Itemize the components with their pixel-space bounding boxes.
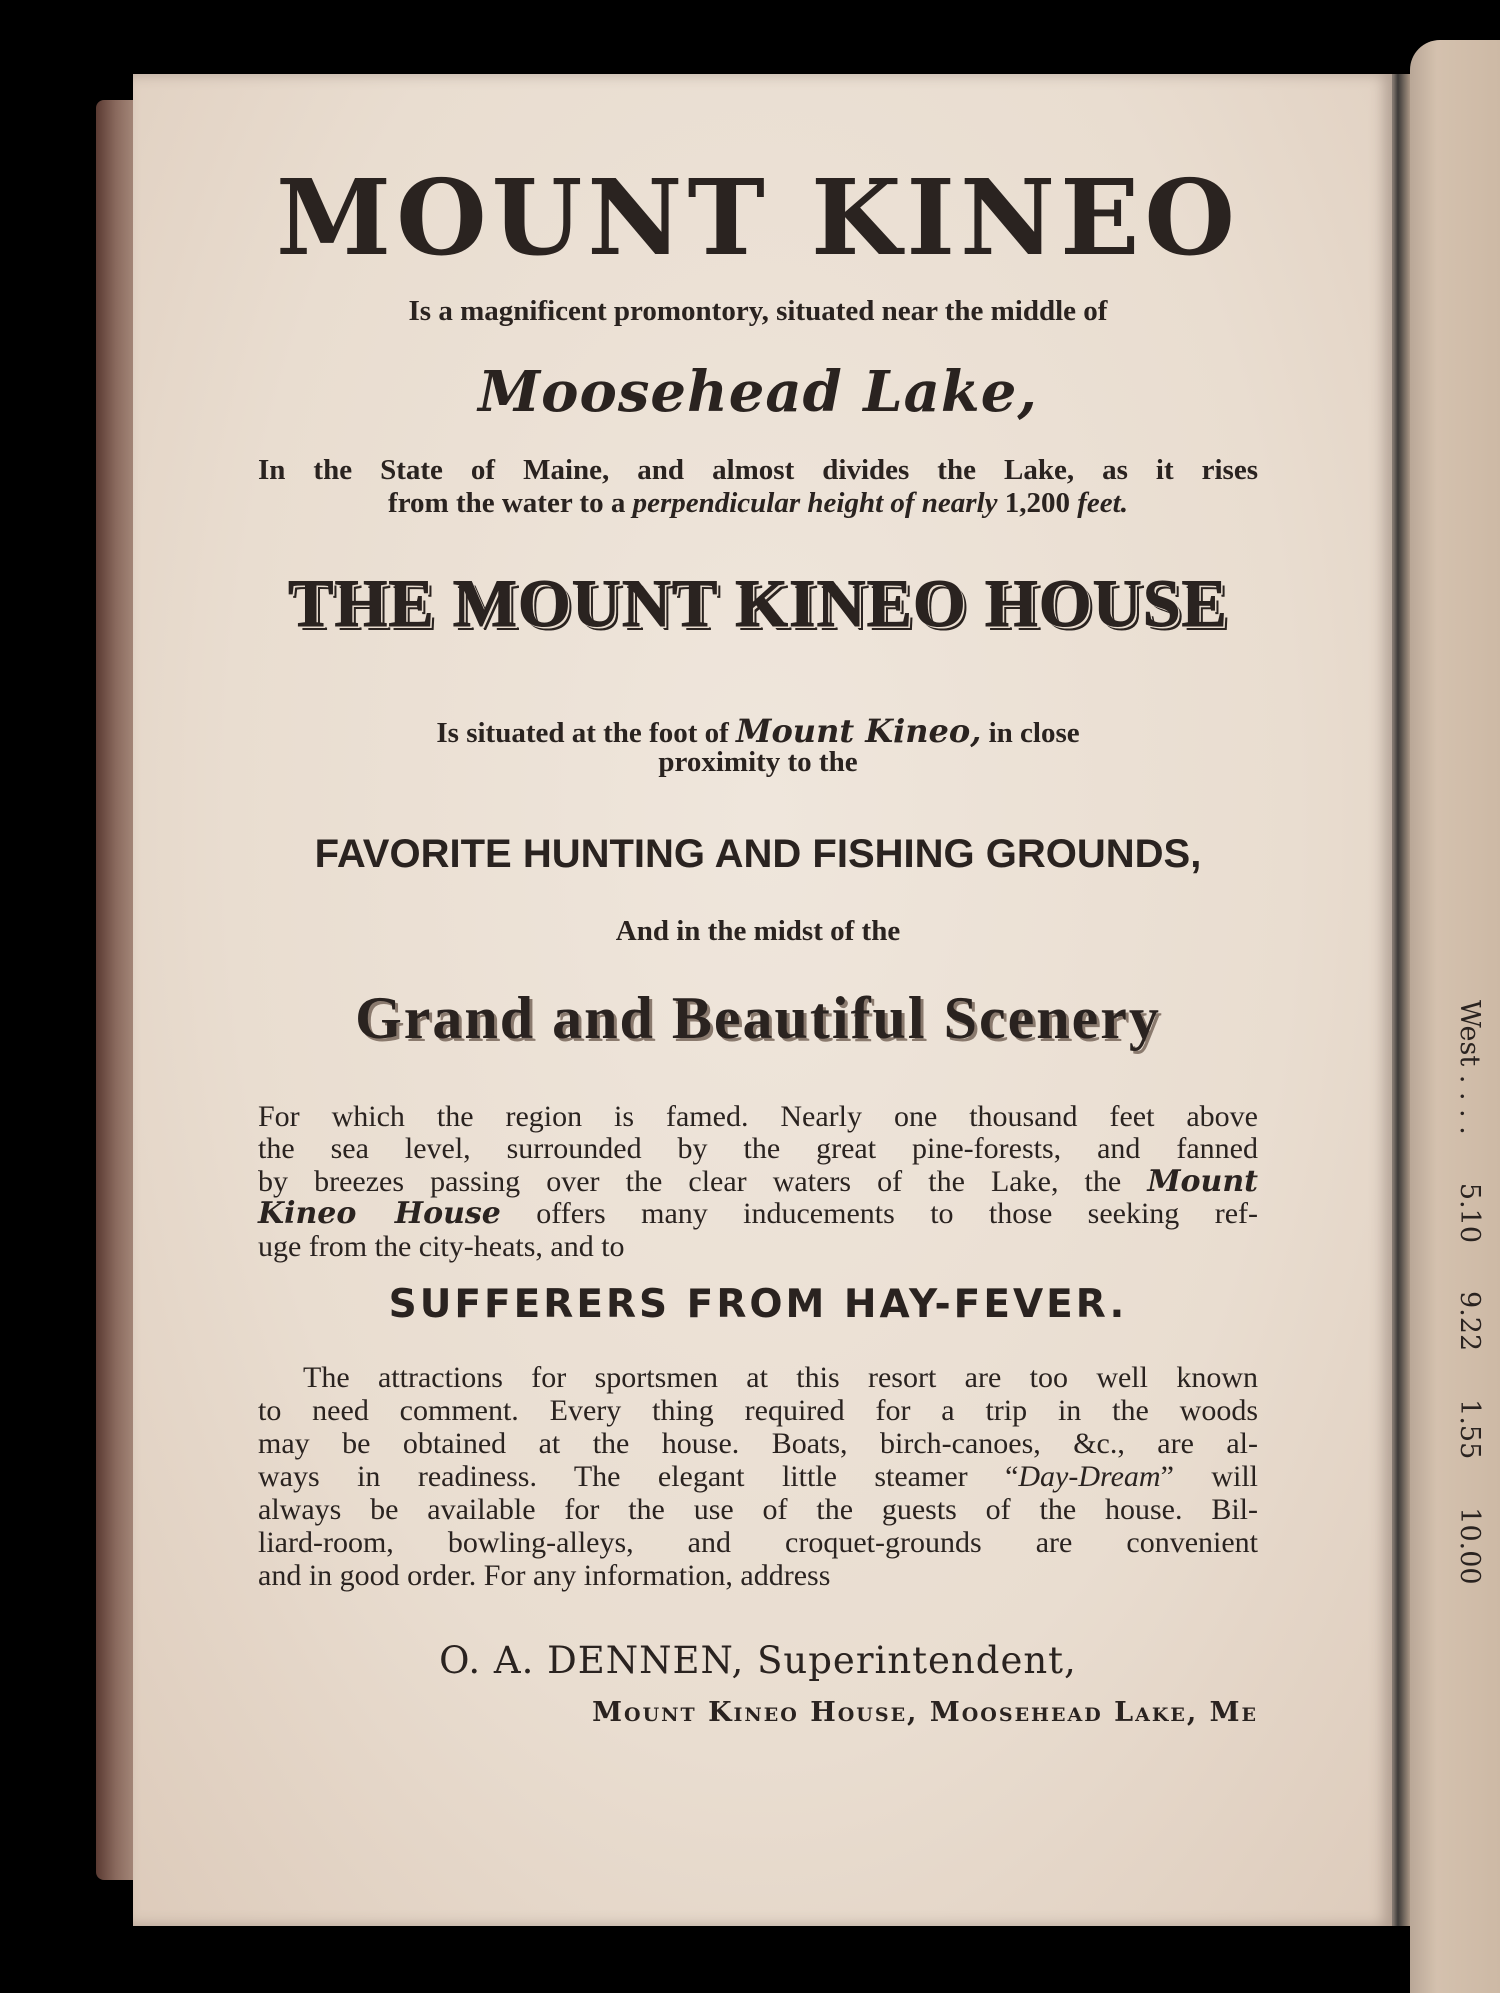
para2-line: always be available for the use of the guests of the house. Bil-	[258, 1493, 1258, 1526]
para2-line: may be obtained at the house. Boats, birch-canoes, &c., are al-	[258, 1427, 1258, 1460]
text: ” will	[1160, 1460, 1258, 1493]
timetable-value: 9.22	[1454, 1291, 1485, 1352]
timetable-value: 5.10	[1454, 1182, 1485, 1244]
text: 1,200	[997, 487, 1078, 519]
text: Is situated at the foot of	[436, 717, 737, 749]
text: offers many inducements to those seeking ref-	[536, 1197, 1258, 1230]
para2-line	[258, 1460, 1258, 1494]
para1-line	[258, 1196, 1258, 1231]
text: by breezes passing over the clear waters of the Lake, the	[258, 1165, 1122, 1198]
lake-heading: Moosehead Lake,	[478, 359, 1038, 425]
para2-line: The attractions for sportsmen at this resort are too well known	[303, 1361, 1258, 1394]
italic-text: feet.	[1077, 487, 1128, 519]
timetable-label: West . . . .	[1454, 1000, 1485, 1135]
advertisement-page	[133, 74, 1392, 1926]
para1-line: uge from the city-heats, and to	[258, 1230, 625, 1263]
para2-line: liard-room, bowling-alleys, and croquet-grounds are convenient	[258, 1526, 1258, 1559]
proximity-line: proximity to the	[658, 746, 858, 778]
state-line-1: In the State of Maine, and almost divides the Lake, as it rises	[258, 454, 1258, 486]
italic-text: Day-Dream	[1018, 1460, 1161, 1493]
signature-line: O. A. DENNEN, Superintendent,	[439, 1639, 1077, 1682]
italic-text: Kineo House	[258, 1196, 501, 1231]
text: in close	[981, 717, 1080, 749]
text: ways in readiness. The elegant little steamer “	[258, 1460, 1019, 1493]
para2-line: to need comment. Every thing required for a trip in the woods	[258, 1394, 1258, 1427]
para1-line	[258, 1164, 1258, 1199]
scenery-heading: Grand and Beautiful Scenery	[355, 985, 1161, 1051]
midst-line: And in the midst of the	[615, 915, 901, 947]
para1-line: For which the region is famed. Nearly one thousand feet above	[258, 1100, 1258, 1133]
text: from the water to a	[388, 487, 633, 519]
para1-line: the sea level, surrounded by the great pine-forests, and fanned	[258, 1132, 1258, 1165]
grounds-heading: FAVORITE HUNTING AND FISHING GROUNDS,	[314, 832, 1202, 876]
page-title: MOUNT KINEO	[275, 156, 1241, 279]
state-line-2	[258, 487, 1258, 520]
timetable-value: 1.55	[1454, 1399, 1485, 1460]
address-line: Mount Kineo House, Moosehead Lake, Me	[592, 1697, 1258, 1728]
intro-line: Is a magnificent promontory, situated near the middle of	[408, 295, 1108, 327]
hay-fever-heading: SUFFERERS FROM HAY-FEVER.	[388, 1282, 1128, 1327]
para2-line: and in good order. For any information, address	[258, 1559, 831, 1592]
facing-page-timetable-fragment	[1454, 1000, 1485, 1633]
situated-line	[258, 712, 1258, 750]
italic-text: perpendicular height of nearly	[632, 487, 998, 519]
italic-text: Mount	[1147, 1164, 1259, 1199]
timetable-value: 10.00	[1454, 1507, 1485, 1585]
italic-text: Mount Kineo,	[736, 712, 982, 750]
house-heading: THE MOUNT KINEO HOUSE	[288, 565, 1228, 641]
